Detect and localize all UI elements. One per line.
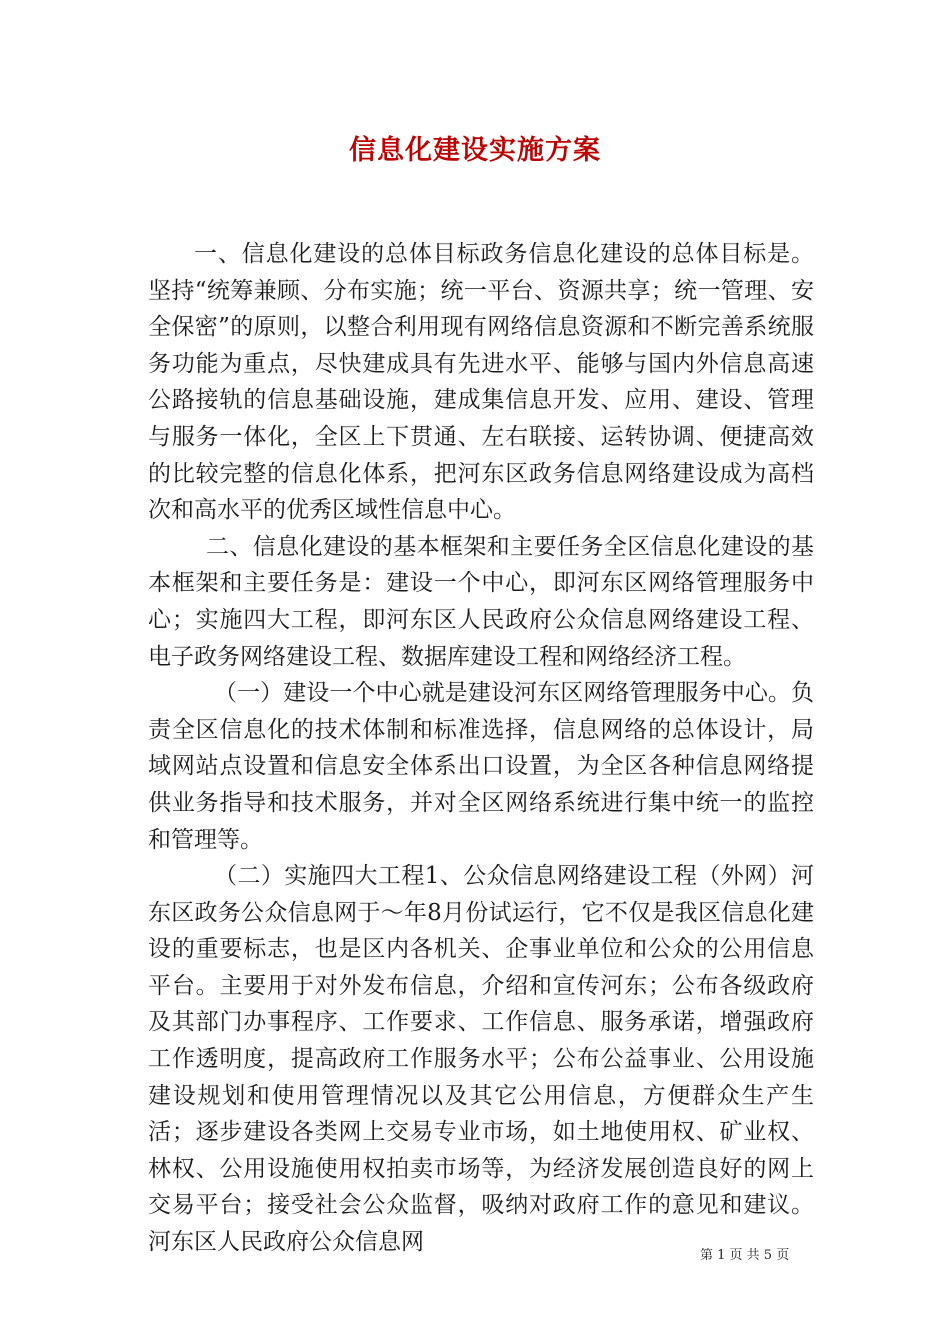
paragraph-four-projects: （二）实施四大工程1、公众信息网络建设工程（外网）河东区政务公众信息网于～年8月份试运行，它不仅是我区信息化建设的重要标志，也是区内各机关、企事业单位和公众的公用信息平台。主要用于对外发布信息，介绍和宣传河东；公布各级政府及其部门办事程序、工作要求、工作信息、服务承诺，增强政府工作透明度，提高政府工作服务水平；公布公益事业、公用设施建设规划和使用管理情况以及其它公用信息，方便群众生产生活；逐步建设各类网上交易专业市场，如土地使用权、矿业权、林权、公用设施使用权拍卖市场等，为经济发展创造良好的网上交易平台；接受社会公众监督，吸纳对政府工作的意见和建议。河东区人民政府公众信息网 [148,863,814,1256]
paragraph-framework: 二、信息化建设的基本框架和主要任务全区信息化建设的基本框架和主要任务是：建设一个中心，即河东区网络管理服务中心；实施四大工程，即河东区人民政府公众信息网络建设工程、电子政务网络建设工程、数据库建设工程和网络经济工程。 [148,533,814,670]
document-body [148,236,814,1261]
page-number-footer: 第 1 页 共 5 页 [700,1248,790,1263]
document-title: 信息化建设实施方案 [349,135,601,166]
paragraph-overall-goal: 一、信息化建设的总体目标政务信息化建设的总体目标是。坚持“统筹兼顾、分布实施；统一平台、资源共享；统一管理、安全保密”的原则，以整合利用现有网络信息资源和不断完善系统服务功能为重点，尽快建成具有先进水平、能够与国内外信息高速公路接轨的信息基础设施，建成集信息开发、应用、建设、管理与服务一体化，全区上下贯通、左右联接、运转协调、便捷高效的比较完整的信息化体系，把河东区政务信息网络建设成为高档次和高水平的优秀区域性信息中心。 [148,241,814,524]
paragraph-center: （一）建设一个中心就是建设河东区网络管理服务中心。负责全区信息化的技术体制和标准选择，信息网络的总体设计，局域网站点设置和信息安全体系出口设置，为全区各种信息网络提供业务指导和技术服务，并对全区网络系统进行集中统一的监控和管理等。 [148,680,814,853]
